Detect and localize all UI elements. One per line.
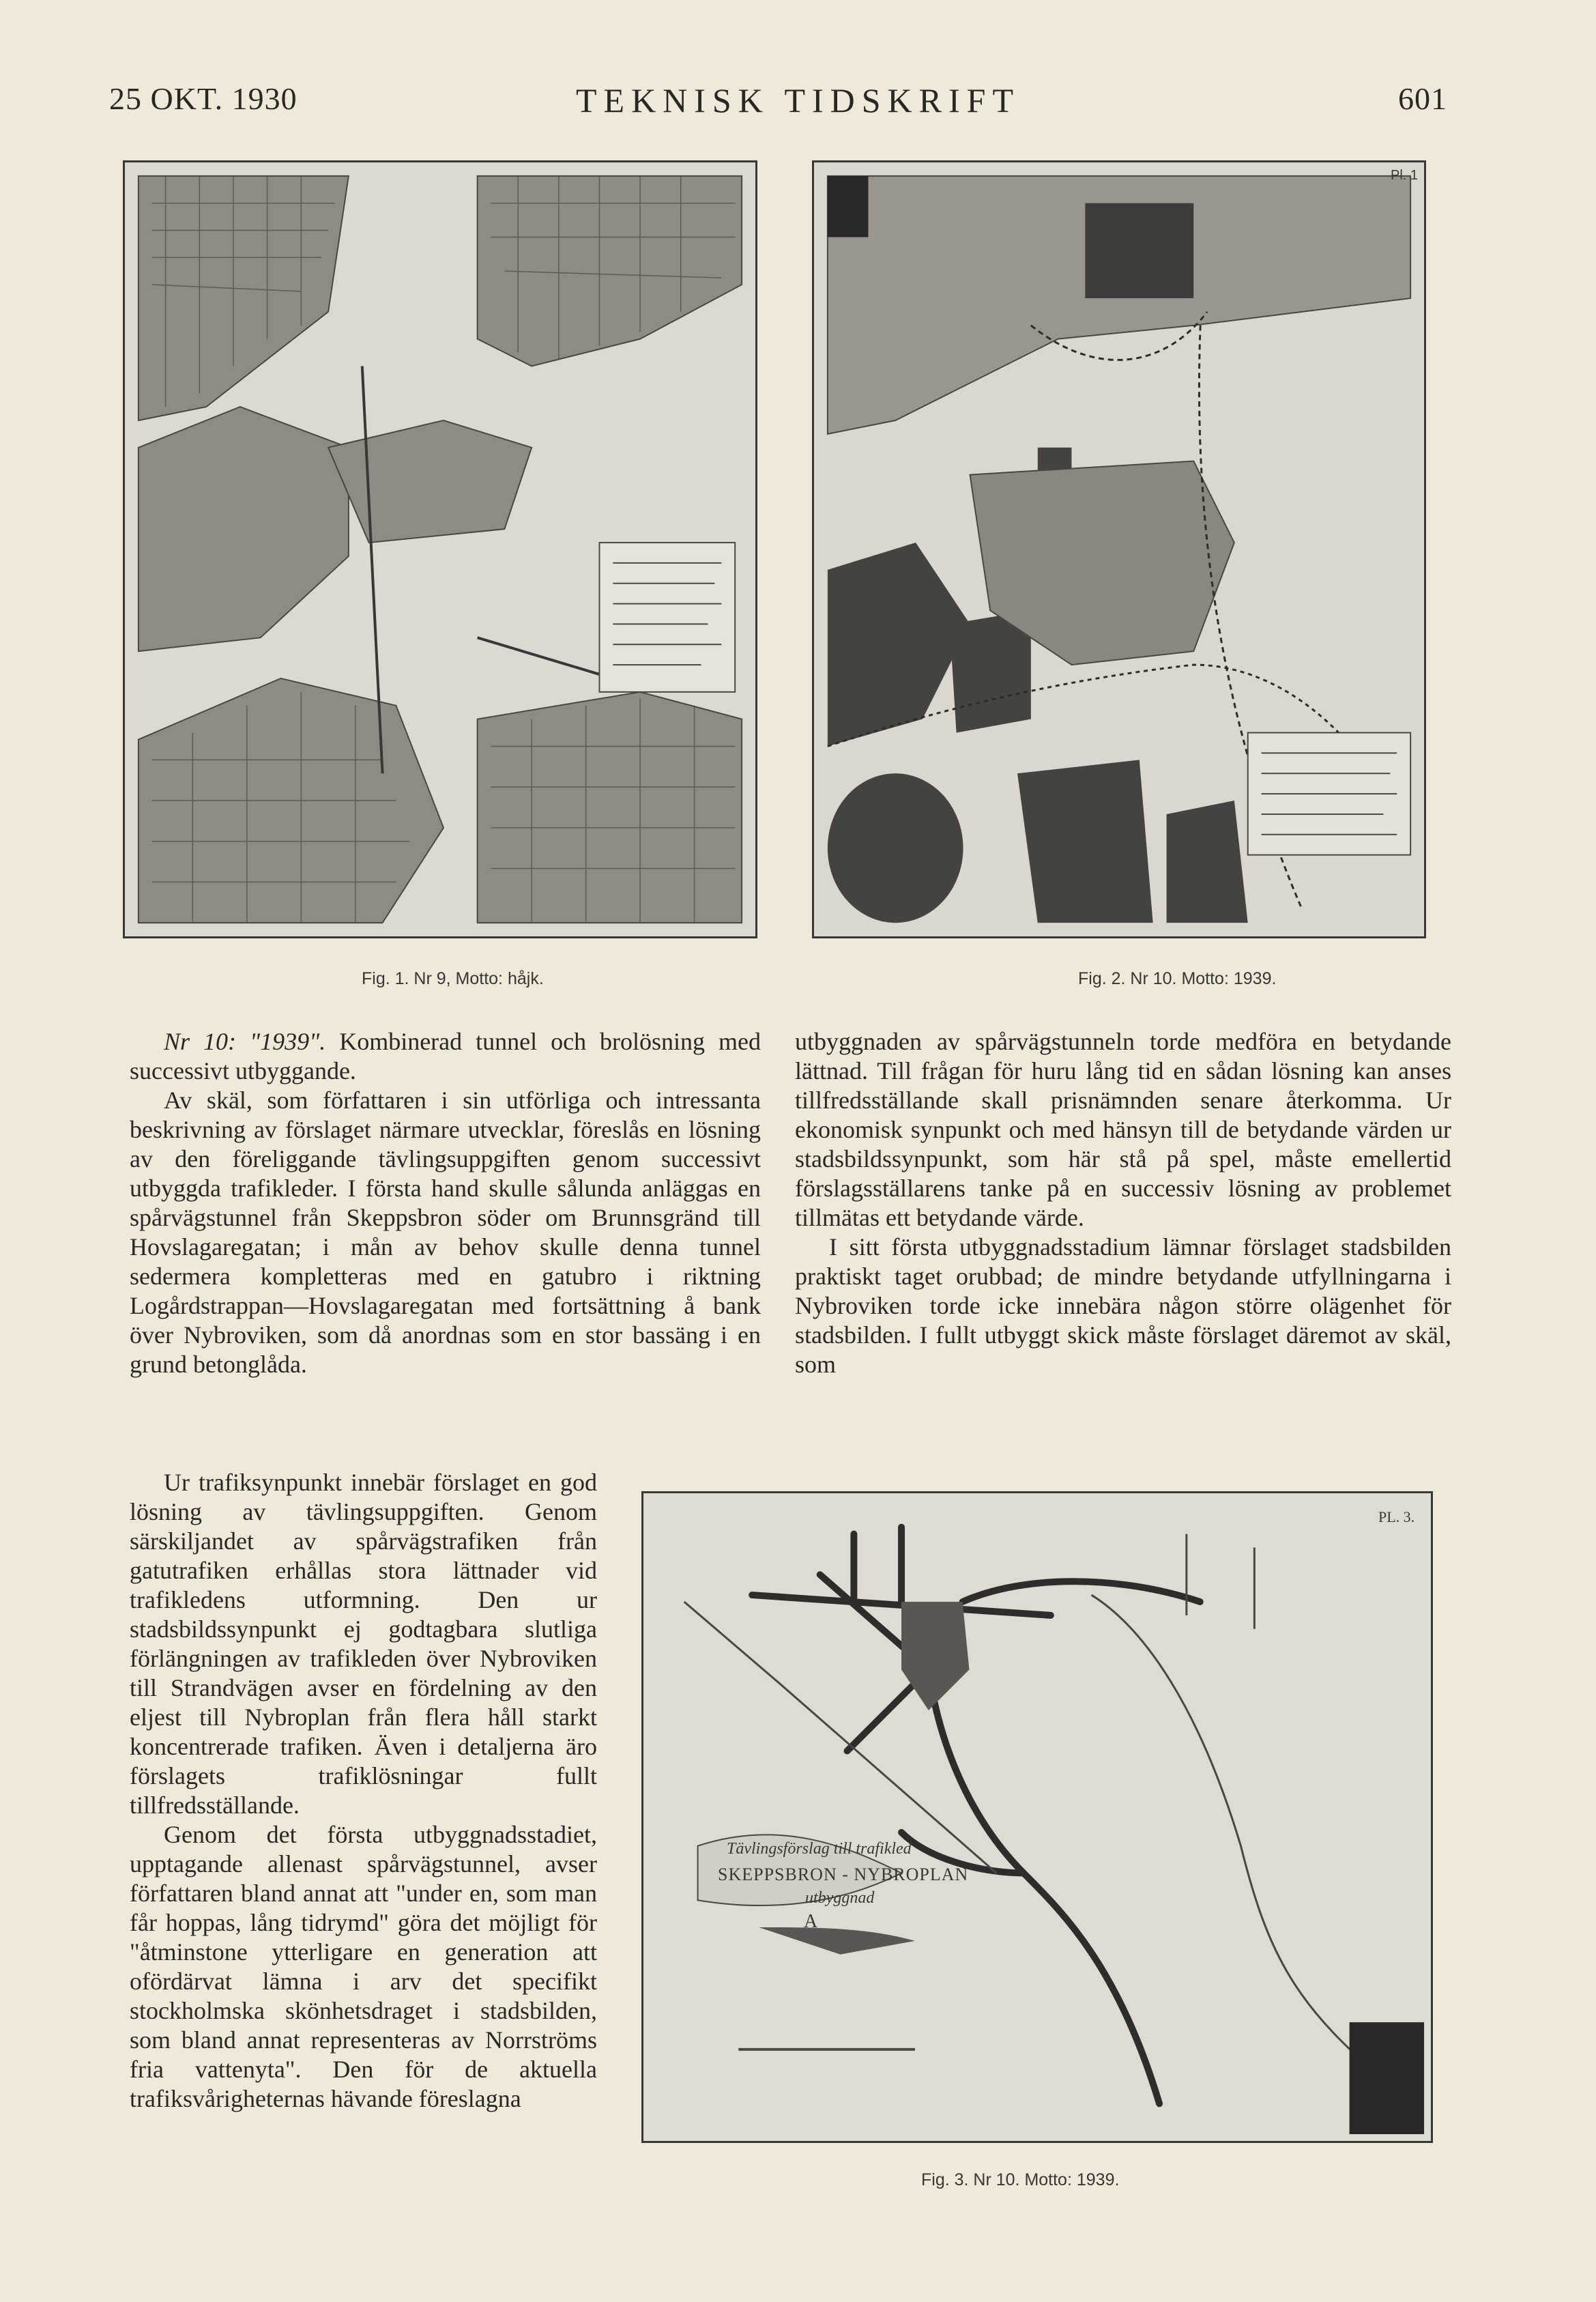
- left-paragraph-2: Av skäl, som författaren i sin utförliga och intressanta beskrivning av förslaget närmare utvecklar, föreslås en lösning av den föreliggande tävlingsuppgiften genom successivt utbyggda trafikleder. I första hand skulle sålunda anläggas en spårvägstunnel från Skeppsbron söder om Brunnsgränd till Hovslagaregatan; i mån av behov skulle denna tunnel sedermera kompletteras med en gatubro i riktning Logårdstrappan—Hovslagaregatan med fortsättning å bank över Nybroviken, som då anordnas som en stor bassäng i en grund betonglåda.: [130, 1087, 761, 1378]
- figure-1-caption: Fig. 1. Nr 9, Motto: håjk.: [362, 969, 544, 988]
- header-date: 25 OKT. 1930: [109, 81, 298, 116]
- figure-3-cartouche-letter: A: [804, 1911, 818, 1932]
- right-text-column: [795, 1027, 1451, 1379]
- left-paragraph-3: Ur trafiksynpunkt innebär förslaget en god lösning av tävlingsuppgiften. Genom särskiljandet av spårvägstrafiken från gatutrafiken erhållas stora lättnader vid trafikledens utformning. Den ur stadsbildssynpunkt ej godtagbara slutliga förlängningen av trafikleden över Nybroviken till Strandvägen avser en fördelning av den eljest till Nybroplan från flera håll starkt koncentrerade trafiken. Även i detaljerna äro förslagets trafiklösningar fullt tillfredsställande.: [130, 1469, 597, 1819]
- figure-3-corner-mark: PL. 3.: [1378, 1508, 1415, 1525]
- figure-3-cartouche-line2: SKEPPSBRON - NYBROPLAN: [718, 1865, 969, 1884]
- figure-2-caption: Fig. 2. Nr 10. Motto: 1939.: [1078, 969, 1277, 988]
- figure-3-cartouche-line1: Tävlingsförslag till trafikled: [727, 1840, 912, 1858]
- right-paragraph-2: I sitt första utbyggnadsstadium lämnar förslaget stadsbilden praktiskt taget orubbad; de mindre betydande utfyllningarna i Nybroviken torde icke innebära någon större olägenhet för stadsbilden. I fullt utbyggt skick måste förslaget däremot av skäl, som: [795, 1233, 1451, 1378]
- entry-subtitle: Kombinerad tunnel och brolösning med successivt utbyggande.: [130, 1028, 761, 1084]
- header-page-number: 601: [1398, 81, 1447, 116]
- figure-1-map: [123, 160, 757, 938]
- right-paragraph-1: utbyggnaden av spårvägstunneln torde medföra en betydande lättnad. Till frågan för huru lång tid en sådan lösning kan anses tillfredsställande skall prisnämnden senare återkomma. Ur ekonomisk synpunkt och med hänsyn till de betydande värden ur stadsbildssynpunkt, som här stå på spel, måste emellertid förslagsställarens tanke på en successiv lösning av problemet tillmätas ett betydande värde.: [795, 1028, 1451, 1231]
- left-text-column: [130, 1027, 761, 1379]
- figure-3-drawing: [641, 1491, 1433, 2143]
- header-journal-title: TEKNISK TIDSKRIFT: [575, 81, 1021, 119]
- map-illustration-1: [125, 162, 755, 936]
- figure-3-cartouche-line3: utbyggnad: [805, 1889, 875, 1907]
- left-paragraph-1: [130, 1027, 761, 1086]
- left-text-column-lower: [130, 1468, 597, 2114]
- map-illustration-2: [814, 162, 1424, 936]
- left-paragraph-4: Genom det första utbyggnadsstadiet, upptagande allenast spårvägstunnel, avser författaren bland annat att "under en, som man får hoppas, lång tidrymd" göra det möjligt för "åtminstone ytterligare en generation att ofördärvat lämna i arv det specifikt stockholmska skönhetsdraget i stadsbilden, som bland annat representeras av Norrströms fria vattenyta". Den för de aktuella trafiksvårigheternas hävande föreslagna: [130, 1821, 597, 2112]
- entry-heading: Nr 10: "1939".: [164, 1028, 326, 1055]
- figure-2-map: [812, 160, 1426, 938]
- figure-3-caption: Fig. 3. Nr 10. Motto: 1939.: [921, 2170, 1120, 2189]
- figure-2-corner-mark: Pl. 1: [1391, 168, 1419, 183]
- plan-illustration-3: [643, 1493, 1431, 2141]
